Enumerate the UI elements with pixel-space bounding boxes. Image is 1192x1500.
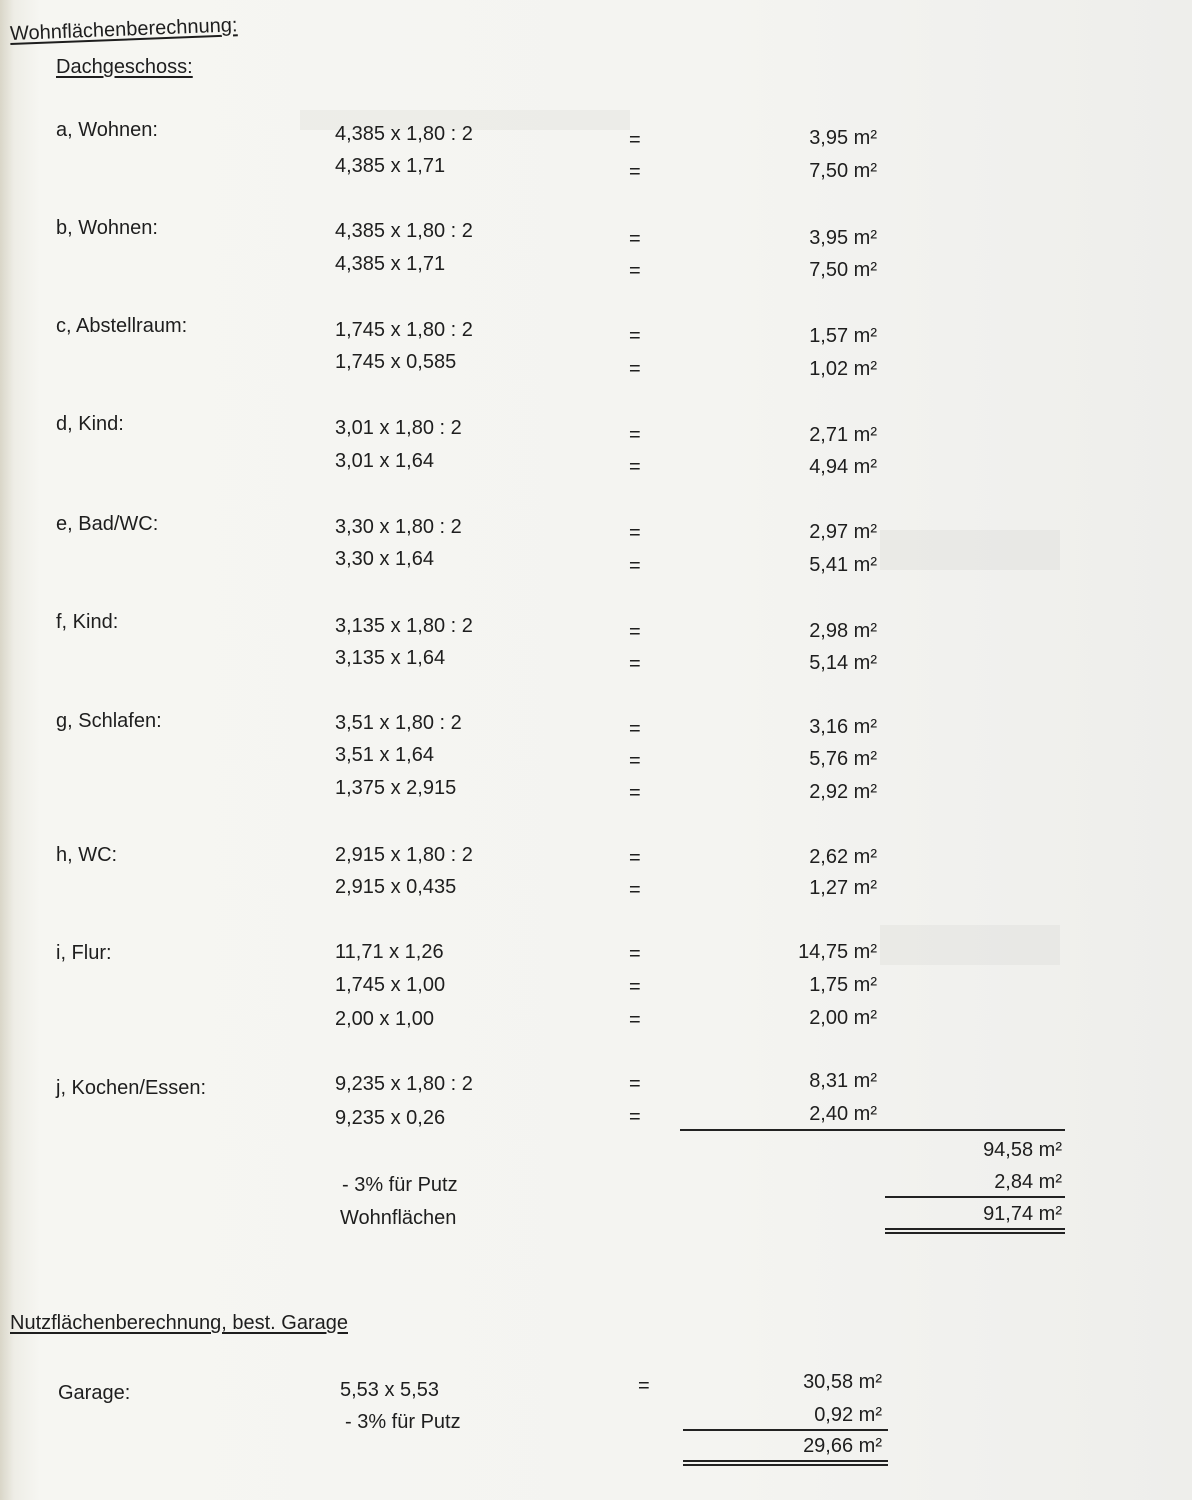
room-area-value: 3,95 m² [809, 227, 877, 249]
room-area-value: 5,41 m² [809, 554, 877, 576]
garage-formula: 5,53 x 5,53 [340, 1379, 439, 1401]
room-area-value: 1,27 m² [809, 877, 877, 899]
room-area-value: 7,50 m² [809, 160, 877, 182]
heading-wohnflaechenberechnung: Wohnflächenberechnung: [9, 14, 238, 45]
room-formula: 1,745 x 1,00 [335, 974, 446, 996]
room-area-value: 1,75 m² [809, 974, 877, 996]
equals-sign: = [629, 522, 641, 544]
equals-sign: = [629, 879, 641, 901]
room-formula: 2,00 x 1,00 [335, 1008, 434, 1030]
room-formula: 3,01 x 1,64 [335, 450, 434, 472]
total-double-rule [885, 1228, 1065, 1234]
equals-sign: = [629, 260, 641, 282]
putz-label: - 3% für Putz [342, 1174, 458, 1196]
garage-label: Garage: [58, 1382, 131, 1404]
show-through-shadow [880, 530, 1060, 570]
room-area-value: 4,94 m² [809, 456, 877, 478]
equals-sign: = [629, 750, 641, 772]
room-area-value: 1,02 m² [809, 358, 877, 380]
garage-total-value: 29,66 m² [803, 1435, 882, 1457]
garage-subtraction-rule [683, 1429, 888, 1431]
room-label: g, Schlafen: [56, 710, 162, 732]
putz-value: 2,84 m² [994, 1171, 1062, 1193]
room-formula: 4,385 x 1,71 [335, 253, 446, 275]
equals-sign: = [629, 847, 641, 869]
room-area-value: 5,76 m² [809, 748, 877, 770]
equals-sign: = [629, 976, 641, 998]
room-label: b, Wohnen: [56, 217, 158, 239]
equals-sign: = [629, 1106, 641, 1128]
equals-sign: = [629, 555, 641, 577]
equals-sign: = [629, 228, 641, 250]
heading-nutzflaechenberechnung: Nutzflächenberechnung, best. Garage [10, 1312, 348, 1334]
equals-sign: = [629, 424, 641, 446]
equals-sign: = [629, 621, 641, 643]
room-area-value: 3,16 m² [809, 716, 877, 738]
room-formula: 2,915 x 0,435 [335, 876, 457, 898]
room-area-value: 2,00 m² [809, 1007, 877, 1029]
equals-sign: = [629, 718, 641, 740]
room-formula: 4,385 x 1,80 : 2 [335, 123, 473, 145]
room-label: c, Abstellraum: [56, 315, 188, 337]
garage-putz-value: 0,92 m² [814, 1404, 882, 1426]
room-formula: 1,375 x 2,915 [335, 777, 457, 799]
room-area-value: 3,95 m² [809, 127, 877, 149]
garage-area-value: 30,58 m² [803, 1371, 882, 1393]
garage-total-double-rule [683, 1460, 888, 1466]
equals-sign: = [629, 161, 641, 183]
room-formula: 3,135 x 1,64 [335, 647, 446, 669]
room-formula: 11,71 x 1,26 [335, 941, 444, 963]
room-label: d, Kind: [56, 413, 124, 435]
room-label: a, Wohnen: [56, 119, 158, 141]
heading-dachgeschoss: Dachgeschoss: [56, 56, 193, 78]
equals-sign: = [629, 456, 641, 478]
room-area-value: 2,40 m² [809, 1103, 877, 1125]
room-area-value: 2,71 m² [809, 424, 877, 446]
equals-sign: = [629, 1073, 641, 1095]
equals-sign: = [629, 1009, 641, 1031]
garage-putz-label: - 3% für Putz [345, 1411, 461, 1433]
room-area-value: 2,92 m² [809, 781, 877, 803]
room-label: j, Kochen/Essen: [56, 1077, 207, 1099]
subtotal-value: 94,58 m² [983, 1139, 1062, 1161]
room-area-value: 5,14 m² [809, 652, 877, 674]
room-formula: 9,235 x 0,26 [335, 1107, 446, 1129]
equals-sign: = [629, 782, 641, 804]
show-through-shadow [880, 925, 1060, 965]
room-formula: 4,385 x 1,80 : 2 [335, 220, 473, 242]
room-formula: 3,51 x 1,64 [335, 744, 434, 766]
equals-sign: = [629, 943, 641, 965]
room-area-value: 2,97 m² [809, 521, 877, 543]
equals-sign: = [638, 1375, 650, 1397]
room-area-value: 2,62 m² [809, 846, 877, 868]
sum-rule [680, 1129, 1065, 1131]
room-formula: 3,51 x 1,80 : 2 [335, 712, 462, 734]
room-label: h, WC: [56, 844, 118, 866]
subtraction-rule [885, 1196, 1065, 1198]
room-area-value: 14,75 m² [798, 941, 877, 963]
room-label: i, Flur: [56, 942, 112, 964]
room-formula: 3,30 x 1,64 [335, 548, 434, 570]
room-formula: 3,30 x 1,80 : 2 [335, 516, 462, 538]
room-label: f, Kind: [56, 611, 119, 633]
wohnflaechen-label: Wohnflächen [340, 1207, 457, 1229]
wohnflaechen-total: 91,74 m² [983, 1203, 1062, 1225]
room-area-value: 2,98 m² [809, 620, 877, 642]
room-formula: 4,385 x 1,71 [335, 155, 446, 177]
room-label: e, Bad/WC: [56, 513, 159, 535]
room-area-value: 8,31 m² [809, 1070, 877, 1092]
room-formula: 2,915 x 1,80 : 2 [335, 844, 473, 866]
equals-sign: = [629, 358, 641, 380]
room-area-value: 7,50 m² [809, 259, 877, 281]
room-area-value: 1,57 m² [809, 325, 877, 347]
room-formula: 1,745 x 0,585 [335, 351, 457, 373]
room-formula: 3,135 x 1,80 : 2 [335, 615, 473, 637]
room-formula: 1,745 x 1,80 : 2 [335, 319, 473, 341]
equals-sign: = [629, 129, 641, 151]
equals-sign: = [629, 325, 641, 347]
room-formula: 3,01 x 1,80 : 2 [335, 417, 462, 439]
room-formula: 9,235 x 1,80 : 2 [335, 1073, 473, 1095]
equals-sign: = [629, 653, 641, 675]
